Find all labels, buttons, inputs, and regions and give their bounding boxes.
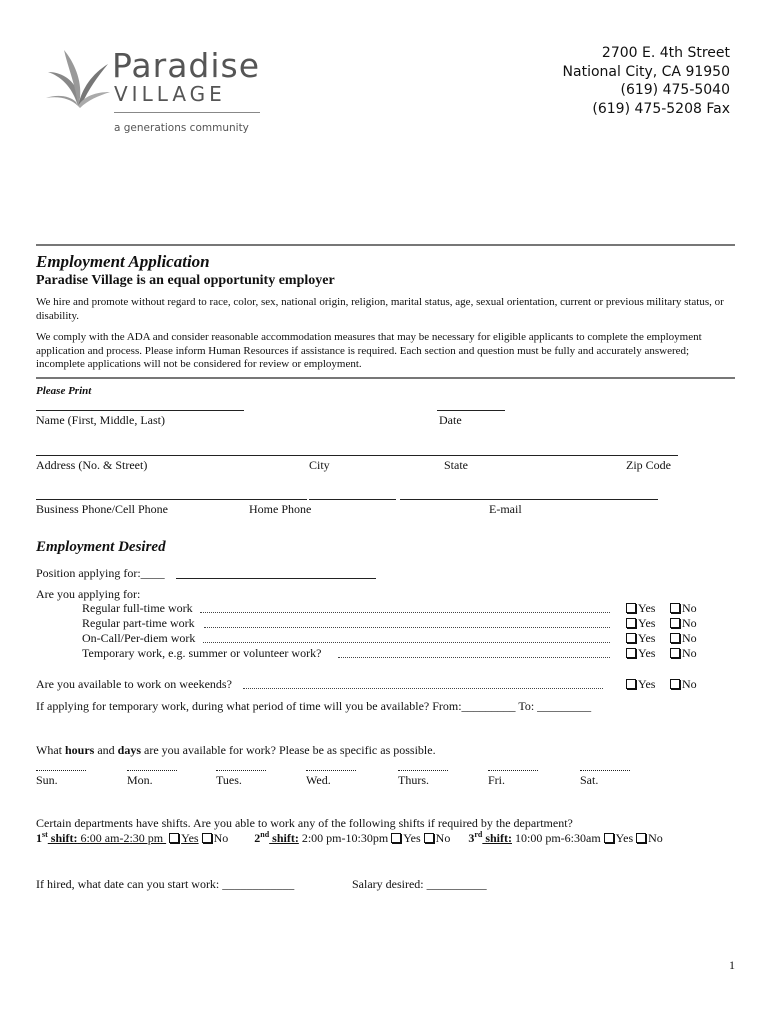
- top-rule: [36, 244, 735, 246]
- brand-name-bottom: VILLAGE: [114, 82, 226, 106]
- state-label: State: [444, 458, 468, 472]
- business-phone-field[interactable]: [36, 499, 307, 500]
- home-phone-field[interactable]: [309, 499, 396, 500]
- day-field[interactable]: [488, 770, 538, 771]
- page-title: Employment Application: [36, 252, 210, 271]
- mid-rule: [36, 377, 735, 379]
- day-field[interactable]: [398, 770, 448, 771]
- option-yes[interactable]: Yes: [626, 616, 655, 631]
- ada-paragraph: We comply with the ADA and consider reasonable accommodation measures that may be necessary for eligible applicants to complete the employment application and process. Please inform Human Resources if assistance is required. Each section and question must be fully and accurately answered; incomplete applications will not be considered for review or employment.: [36, 331, 702, 370]
- option-no[interactable]: No: [670, 601, 697, 616]
- day-label: Fri.: [488, 773, 506, 787]
- please-print-label: Please Print: [36, 385, 92, 397]
- business-phone-label: Business Phone/Cell Phone: [36, 502, 169, 516]
- checkbox-icon[interactable]: [626, 603, 636, 613]
- name-label: Name (First, Middle, Last): [36, 413, 165, 427]
- leader-dots: [203, 642, 610, 643]
- company-address: [563, 44, 730, 118]
- logo-divider: [114, 112, 260, 113]
- address-line-1: 2700 E. 4th Street: [601, 45, 730, 61]
- option-label: Temporary work, e.g. summer or volunteer work?: [82, 646, 322, 660]
- day-field[interactable]: [127, 770, 177, 771]
- day-field[interactable]: [580, 770, 630, 771]
- position-label: Position applying for:____: [36, 566, 165, 580]
- page-number: 1: [729, 958, 735, 972]
- checkbox-icon[interactable]: [202, 833, 212, 843]
- weekends-yes[interactable]: Yes: [626, 677, 655, 692]
- checkbox-icon[interactable]: [626, 618, 636, 628]
- address-line-2: National City, CA 91950: [562, 63, 730, 80]
- day-label: Wed.: [306, 773, 331, 787]
- logo: [40, 42, 270, 142]
- address-label: Address (No. & Street): [36, 458, 148, 472]
- address-field[interactable]: [36, 455, 678, 456]
- option-no[interactable]: No: [670, 616, 697, 631]
- availability-question: What hours and days are you available for work? Please be as specific as possible.: [36, 743, 436, 757]
- checkbox-icon[interactable]: [670, 648, 680, 658]
- brand-tagline: a generations community: [114, 122, 249, 134]
- leader-dots: [200, 612, 610, 613]
- day-label: Sun.: [36, 773, 58, 787]
- employment-desired-heading: Employment Desired: [36, 539, 166, 555]
- checkbox-icon[interactable]: [636, 833, 646, 843]
- checkbox-icon[interactable]: [169, 833, 179, 843]
- checkbox-icon[interactable]: [391, 833, 401, 843]
- day-label: Mon.: [127, 773, 153, 787]
- zip-label: Zip Code: [626, 458, 671, 472]
- checkbox-icon[interactable]: [626, 633, 636, 643]
- leader-dots: [204, 627, 610, 628]
- day-field[interactable]: [36, 770, 86, 771]
- option-yes[interactable]: Yes: [626, 646, 655, 661]
- shift-1: 1st shift: 6:00 am-2:30 pm Yes No: [36, 830, 229, 845]
- start-date-question: If hired, what date can you start work: ____________: [36, 877, 295, 891]
- option-label: On-Call/Per-diem work: [82, 631, 196, 645]
- applying-for-label: Are you applying for:: [36, 587, 141, 601]
- day-label: Thurs.: [398, 773, 429, 787]
- position-field[interactable]: [176, 578, 376, 579]
- day-field[interactable]: [306, 770, 356, 771]
- weekends-label: Are you available to work on weekends?: [36, 677, 232, 691]
- day-label: Sat.: [580, 773, 599, 787]
- shifts-question: Certain departments have shifts. Are you able to work any of the following shifts if required by the department?: [36, 816, 573, 830]
- temporary-period-question: If applying for temporary work, during what period of time will you be available? From:_________ To: _________: [36, 699, 592, 713]
- email-label: E-mail: [489, 502, 522, 516]
- checkbox-icon[interactable]: [670, 603, 680, 613]
- checkbox-icon[interactable]: [626, 679, 636, 689]
- option-no[interactable]: No: [670, 646, 697, 661]
- date-label: Date: [439, 413, 462, 427]
- brand-name-top: Paradise: [112, 46, 261, 85]
- shift-2: 2nd shift: 2:00 pm-10:30pm Yes No: [254, 830, 451, 845]
- city-label: City: [309, 458, 330, 472]
- option-label: Regular full-time work: [82, 601, 193, 615]
- salary-question: Salary desired: __________: [352, 877, 487, 891]
- checkbox-icon[interactable]: [424, 833, 434, 843]
- checkbox-icon[interactable]: [604, 833, 614, 843]
- flower-logo-icon: [42, 42, 114, 112]
- shift-3: 3rd shift: 10:00 pm-6:30am Yes No: [468, 830, 663, 845]
- checkbox-icon[interactable]: [626, 648, 636, 658]
- option-yes[interactable]: Yes: [626, 601, 655, 616]
- leader-dots: [243, 688, 603, 689]
- email-field[interactable]: [400, 499, 658, 500]
- option-yes[interactable]: Yes: [626, 631, 655, 646]
- shifts-row: [36, 830, 663, 846]
- day-label: Tues.: [216, 773, 242, 787]
- home-phone-label: Home Phone: [249, 502, 312, 516]
- option-label: Regular part-time work: [82, 616, 195, 630]
- fax-line: (619) 475-5208 Fax: [592, 100, 730, 117]
- phone-line: (619) 475-5040: [620, 82, 730, 98]
- checkbox-icon[interactable]: [670, 618, 680, 628]
- weekends-no[interactable]: No: [670, 677, 697, 692]
- option-no[interactable]: No: [670, 631, 697, 646]
- checkbox-icon[interactable]: [670, 679, 680, 689]
- eeo-statement: Paradise Village is an equal opportunity employer: [36, 273, 335, 288]
- name-field[interactable]: [36, 410, 244, 411]
- leader-dots: [338, 657, 610, 658]
- day-field[interactable]: [216, 770, 266, 771]
- checkbox-icon[interactable]: [670, 633, 680, 643]
- date-field[interactable]: [437, 410, 505, 411]
- nondiscrimination-paragraph: We hire and promote without regard to race, color, sex, national origin, religion, marital status, age, sexual orientation, current or previous military status, or disability.: [36, 296, 724, 322]
